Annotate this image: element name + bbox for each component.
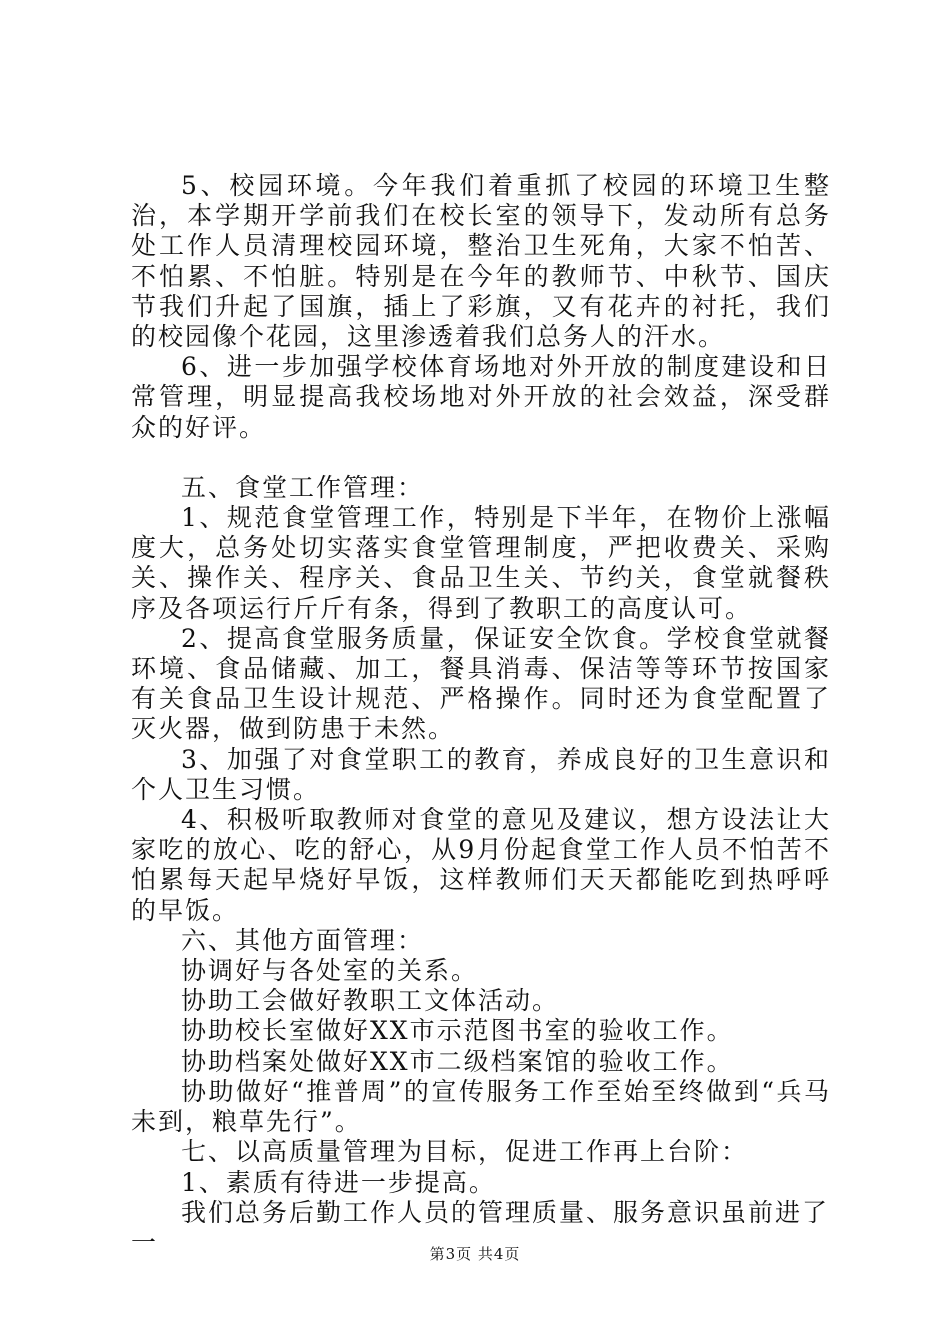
- paragraph-teacher-feedback: 4、积极听取教师对食堂的意见及建议，想方设法让大家吃的放心、吃的舒心，从9月份起食堂工作人员不怕苦不怕累每天起早烧好早饭，这样教师们天天都能吃到热呼呼的早饭。: [131, 805, 831, 925]
- list-item-union-activities: 协助工会做好教职工文体活动。: [181, 986, 560, 1016]
- list-item-library-acceptance: 协助校长室做好XX市示范图书室的验收工作。: [181, 1016, 734, 1046]
- paragraph-sports-venue: 6、进一步加强学校体育场地对外开放的制度建设和日常管理，明显提高我校场地对外开放的社会效益，深受群众的好评。: [131, 352, 831, 442]
- paragraph-quality-improvement: 1、素质有待进一步提高。: [181, 1167, 496, 1197]
- heading-quality-management: 七、以高质量管理为目标，促进工作再上台阶：: [181, 1137, 749, 1167]
- list-item-coordinate-offices: 协调好与各处室的关系。: [181, 956, 479, 986]
- list-item-archive-acceptance: 协助档案处做好XX市二级档案馆的验收工作。: [181, 1046, 734, 1076]
- page-number-footer: 第3页 共4页: [429, 1245, 521, 1263]
- heading-canteen-management: 五、食堂工作管理：: [181, 472, 425, 502]
- paragraph-canteen-rules: 1、规范食堂管理工作，特别是下半年，在物价上涨幅度大，总务处切实落实食堂管理制度，严把收费关、采购关、操作关、程序关、食品卫生关、节约关，食堂就餐秩序及各项运行斤斤有条，得到了教职工的高度认可。: [131, 503, 831, 623]
- document-body: [131, 171, 831, 1258]
- list-item-putonghua-week: 协助做好“推普周”的宣传服务工作至始至终做到“兵马未到，粮草先行”。: [131, 1076, 831, 1137]
- paragraph-staff-quality: 我们总务后勤工作人员的管理质量、服务意识虽前进了一: [131, 1197, 830, 1257]
- paragraph-canteen-service: 2、提高食堂服务质量，保证安全饮食。学校食堂就餐环境、食品储藏、加工，餐具消毒、保洁等等环节按国家有关食品卫生设计规范、严格操作。同时还为食堂配置了灭火器，做到防患于未然。: [131, 623, 831, 744]
- paragraph-staff-education: 3、加强了对食堂职工的教育，养成良好的卫生意识和个人卫生习惯。: [131, 744, 831, 804]
- paragraph-campus-environment: 5、校园环境。今年我们着重抓了校园的环境卫生整治，本学期开学前我们在校长室的领导下，发动所有总务处工作人员清理校园环境，整治卫生死角，大家不怕苦、不怕累、不怕脏。特别是在今年的教师节、中秋节、国庆节我们升起了国旗，插上了彩旗，又有花卉的衬托，我们的校园像个花园，这里渗透着我们总务人的汗水。: [131, 171, 831, 352]
- heading-other-management: 六、其他方面管理：: [181, 925, 425, 955]
